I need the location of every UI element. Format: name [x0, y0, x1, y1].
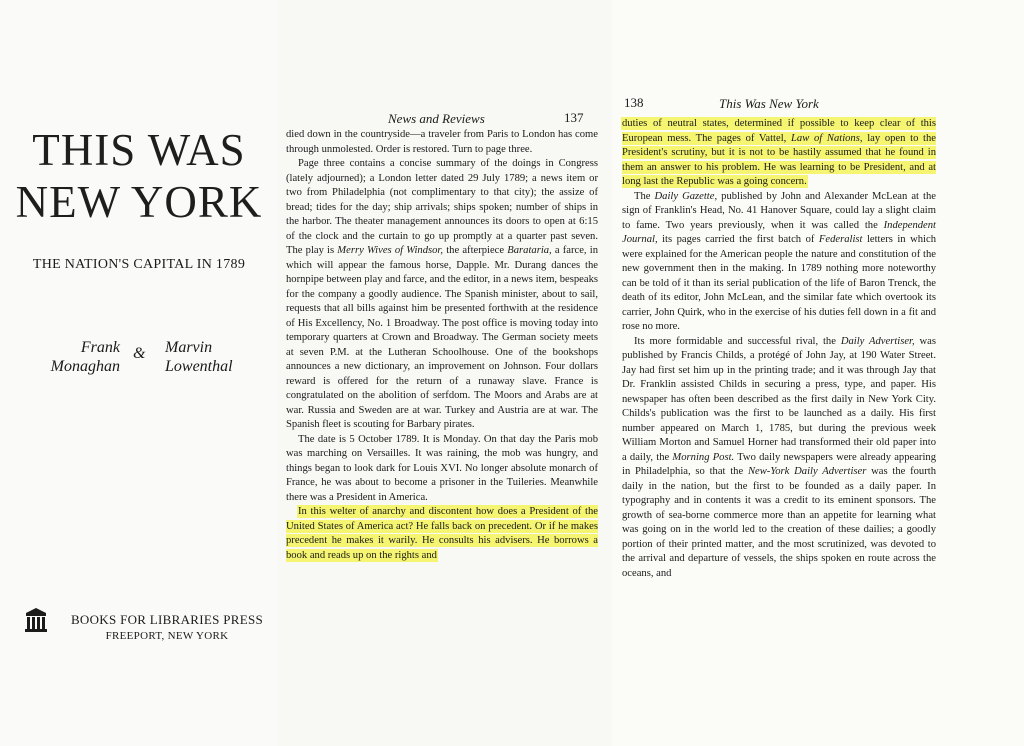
text-run: was the fourth daily in the nation, but the first to be founded as a daily paper. In typography and in contents it was a credit to its eminent sponsors. The growth of sea-borne commerce more than an appetite for learning what was going on in the world led to the creation of these dailies; a goodly portion of their printed matter, and the most scrutinized, was devoted to the arrival and departure of vessels, the ships spoken en route across the oceans, and: [622, 466, 936, 579]
running-head: News and Reviews: [388, 111, 485, 126]
text-run: Two daily newspapers were already appearing in Philadelphia, so that the: [622, 451, 936, 477]
page-138: [612, 0, 1024, 746]
author-last-name: Monaghan: [50, 358, 120, 375]
text-run: the afterpiece: [443, 245, 508, 256]
paragraph: [622, 190, 936, 335]
text-run: Page three contains a concise summary of the doings in Congress (lately adjourned); a London letter dated 29 July 1789; a news item or two from Philadelphia (not complimentary to that city); the assize of bread; tides for the day; ship arrivals; ships spoken; number of ships in the harbor. The theater management announces its doors to open at 6:15 of the clock and the curtain to go up promptly at a quarter past seven. The play is: [286, 158, 598, 256]
text-run: Its more formidable and successful rival, the: [634, 335, 841, 347]
paragraph: The date is 5 October 1789. It is Monday. On that day the Paris mob was marching on Versailles. It was raining, the mob was hungry, and things began to look dark for Louis XVI. No longer absolute monarch of France, he was about to become a prisoner in the Tuileries. Meanwhile there was a President in America.: [286, 433, 598, 503]
body-text: [286, 128, 598, 563]
page-137: [278, 0, 612, 746]
italic-title: Merry Wives of Windsor,: [337, 245, 444, 256]
body-text: [622, 117, 936, 581]
text-run: was published by Francis Childs, a protégé of John Jay, at 190 Water Street. Jay had first set him up in the printing trade; and it was through Jay that Dr. Franklin assisted Childs in securing a press, type, and paper. His newspaper has often been described as the first daily in New York City. Childs's publication was the first to be launched as a daily. His first number appeared on March 1, 1785, but during the previous week William Morton and Samuel Horner had transformed their old paper into a daily, the: [622, 335, 936, 463]
author-first-name: Marvin: [165, 339, 213, 356]
italic-title: Barataria,: [507, 245, 552, 256]
author-first-name: Frank: [80, 339, 120, 356]
italic-title: Morning Post.: [672, 451, 735, 463]
text-run: lay open to the President's scrutiny, but it is not to be hastily assumed that he found in them an answer to his problem. He was learning to be President, and at long last the Republic was a going concern.: [622, 132, 936, 187]
publisher-name: BOOKS FOR LIBRARIES PRESS: [70, 612, 264, 627]
author-last-name: Lowenthal: [165, 358, 233, 375]
text-run: The: [634, 190, 655, 202]
book-title-line-2: NEW YORK: [15, 177, 263, 227]
page-number: 138: [624, 95, 644, 110]
paragraph: [622, 335, 936, 582]
text-run: duties of neutral states, determined if possible to keep clear of this European mess. The pages of Vattel,: [622, 118, 936, 144]
author-frank-monaghan: [40, 338, 120, 376]
book-title-line-1: THIS WAS: [32, 125, 246, 175]
author-marvin-lowenthal: [165, 338, 265, 376]
highlight-mark: [622, 118, 936, 187]
italic-title: Federalist: [818, 234, 863, 245]
highlighted-paragraph: [286, 505, 598, 563]
text-run: a farce, in which will appear the famous horse, Dapple. Mr. Durang dances the hornpipe between play and farce, and the editor, in a news item, bespeaks for the company a goodly audience. The Spanish minister, about to sail, requests that all bills against him be presented forthwith at the residence of His Excellency, No. 1 Broadway. The post office is moving today into temporary quarters at Crown and Broadway. The German society meets at seven P.M. at the Lutheran Schoolhouse. One of the bookshops announces a new dictionary, an improvement on Johnson. Four dollars reward is offered for the return of a runaway slave. France is congratulated on the abolition of serfdom. The Moors and Arabs are at war. Russia and Sweden are at war. Turkey and Austria are at war. The Spanish fleet is scouting for Barbary pirates.: [286, 245, 598, 430]
columns-building-icon: [25, 607, 47, 637]
title-page: [0, 0, 278, 746]
italic-title: Independent Journal,: [622, 219, 936, 245]
highlight-mark: In this welter of anarchy and discontent how does a President of the United States of America act? He falls back on precedent. Or if he makes precedent he makes it warily. He consults his advisers. He borrows a book and reads up on the rights and: [286, 506, 598, 561]
ampersand: &: [133, 345, 146, 362]
text-run: its pages carried the first batch of: [657, 234, 819, 245]
paragraph: died down in the countryside—a traveler from Paris to London has come through unmolested. Order is restored. Turn to page three.: [286, 129, 598, 155]
italic-title: New-York Daily Advertiser: [747, 466, 867, 477]
text-run: letters in which were explained for the American people the nature and constitution of the new government then in the making. In 1789 nothing more noteworthy can be told of it than its serial publication of the life of Baron Trenck, the death of its editor, John McLean, and the similar fate which overtook its carrier, John Quirk, who in the exercise of his duties fell down in a fit and rose no more.: [622, 234, 936, 332]
publisher-place: FREEPORT, NEW YORK: [105, 630, 229, 642]
paragraph: [286, 157, 598, 433]
italic-title: Daily Advertiser,: [840, 335, 915, 347]
text-run: published by John and Alexander McLean at the sign of Franklin's Head, No. 41 Hanover Square, could lay a slight claim to fame. Two years previously, when it was called the: [622, 190, 936, 231]
italic-title: Law of Nations,: [791, 132, 863, 144]
book-subtitle: THE NATION'S CAPITAL IN 1789: [32, 257, 246, 272]
highlighted-paragraph: [622, 117, 936, 190]
running-head: This Was New York: [719, 96, 819, 111]
italic-title: Daily Gazette,: [654, 190, 718, 202]
page-number: 137: [564, 110, 584, 125]
